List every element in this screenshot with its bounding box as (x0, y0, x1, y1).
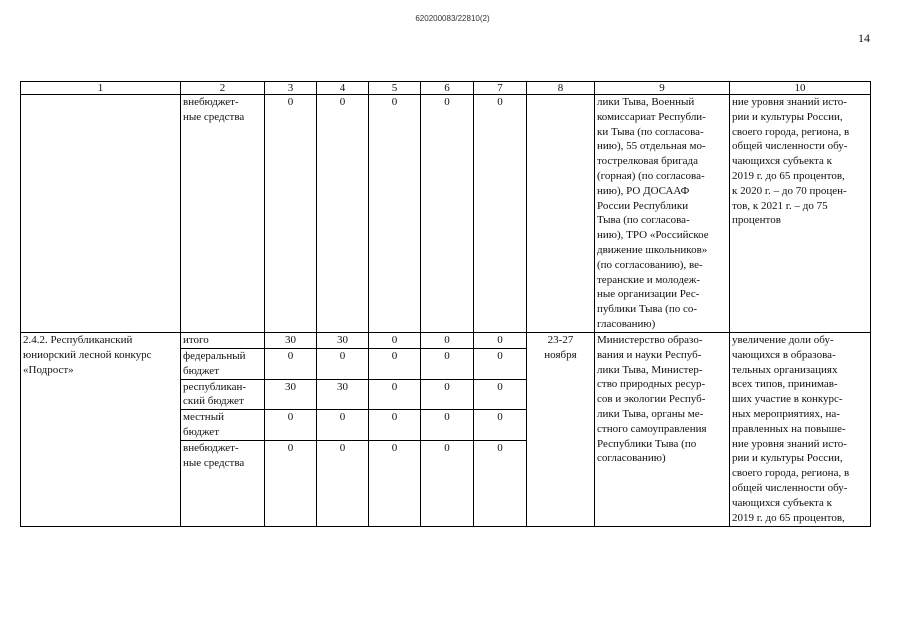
value-cell: 0 (474, 379, 527, 410)
header-cell: 9 (595, 82, 730, 95)
funding-source: итого (181, 333, 265, 349)
value-cell: 0 (369, 379, 421, 410)
header-cell: 4 (317, 82, 369, 95)
dates-cell: 23-27 ноября (527, 333, 595, 527)
value-cell: 0 (369, 349, 421, 380)
value-cell: 0 (317, 95, 369, 333)
funding-source: внебюджет- ные средства (181, 440, 265, 526)
value-cell: 0 (369, 440, 421, 526)
value-cell: 0 (265, 349, 317, 380)
value-cell: 0 (421, 410, 474, 441)
header-cell: 7 (474, 82, 527, 95)
header-cell: 5 (369, 82, 421, 95)
event-cell (21, 95, 181, 333)
header-cell: 10 (730, 82, 871, 95)
funding-source: республикан- ский бюджет (181, 379, 265, 410)
value-cell: 0 (474, 440, 527, 526)
executors-cell: лики Тыва, Военный комиссариат Республи- ки Тыва (по согласова- нию), 55 отдельная мо- тострелковая бригада (горная) (по согласова- нию), РО ДОСААФ России Республики Тыва (по согласова- нию), ТРО «Российское движение школьников» (по согласованию), ве- теранские и молодеж- ные организации Рес- публики Тыва (по со- гласованию) (595, 95, 730, 333)
value-cell: 0 (474, 410, 527, 441)
result-cell: ние уровня знаний исто- рии и культуры России, своего города, региона, в общей численности обу- чающихся субъекта к 2019 г. до 65 процентов, к 2020 г. – до 70 процен- тов, к 2021 г. – до 75 процентов (730, 95, 871, 333)
value-cell: 0 (265, 95, 317, 333)
funding-source: местный бюджет (181, 410, 265, 441)
value-cell: 0 (474, 95, 527, 333)
value-cell: 0 (317, 349, 369, 380)
page-number: 14 (858, 31, 870, 45)
header-cell: 2 (181, 82, 265, 95)
dates-cell (527, 95, 595, 333)
funding-source: внебюджет- ные средства (181, 95, 265, 333)
value-cell: 30 (265, 379, 317, 410)
value-cell: 30 (317, 333, 369, 349)
value-cell: 0 (421, 379, 474, 410)
value-cell: 0 (421, 95, 474, 333)
header-cell: 1 (21, 82, 181, 95)
funding-source: федеральный бюджет (181, 349, 265, 380)
value-cell: 0 (421, 440, 474, 526)
value-cell: 0 (317, 440, 369, 526)
result-cell: увеличение доли обу- чающихся в образова- тельных организациях всех типов, принимав- ших участие в конкурс- ных мероприятиях, на- правленных на повыше- ние уровня знаний исто- рии и культуры России, своего города, региона, в общей численности обу- чающихся субъекта к 2019 г. до 65 процентов, (730, 333, 871, 527)
value-cell: 0 (369, 410, 421, 441)
value-cell: 0 (265, 440, 317, 526)
header-cell: 8 (527, 82, 595, 95)
value-cell: 0 (265, 410, 317, 441)
header-cell: 3 (265, 82, 317, 95)
table-row (21, 333, 871, 349)
value-cell: 0 (474, 349, 527, 380)
program-table (20, 81, 871, 527)
value-cell: 0 (317, 410, 369, 441)
document-id: 620200083/22810(2) (415, 14, 490, 23)
value-cell: 0 (421, 349, 474, 380)
header-cell: 6 (421, 82, 474, 95)
value-cell: 0 (421, 333, 474, 349)
table-row (21, 95, 871, 333)
value-cell: 30 (317, 379, 369, 410)
value-cell: 0 (474, 333, 527, 349)
header-row (21, 82, 871, 95)
value-cell: 30 (265, 333, 317, 349)
value-cell: 0 (369, 95, 421, 333)
event-cell: 2.4.2. Республиканский юниорский лесной конкурс «Подрост» (21, 333, 181, 527)
executors-cell: Министерство образо- вания и науки Респуб- лики Тыва, Министер- ство природных ресур- сов и экологии Респуб- лики Тыва, органы ме- стного самоуправления Республики Тыва (по согласованию) (595, 333, 730, 527)
value-cell: 0 (369, 333, 421, 349)
